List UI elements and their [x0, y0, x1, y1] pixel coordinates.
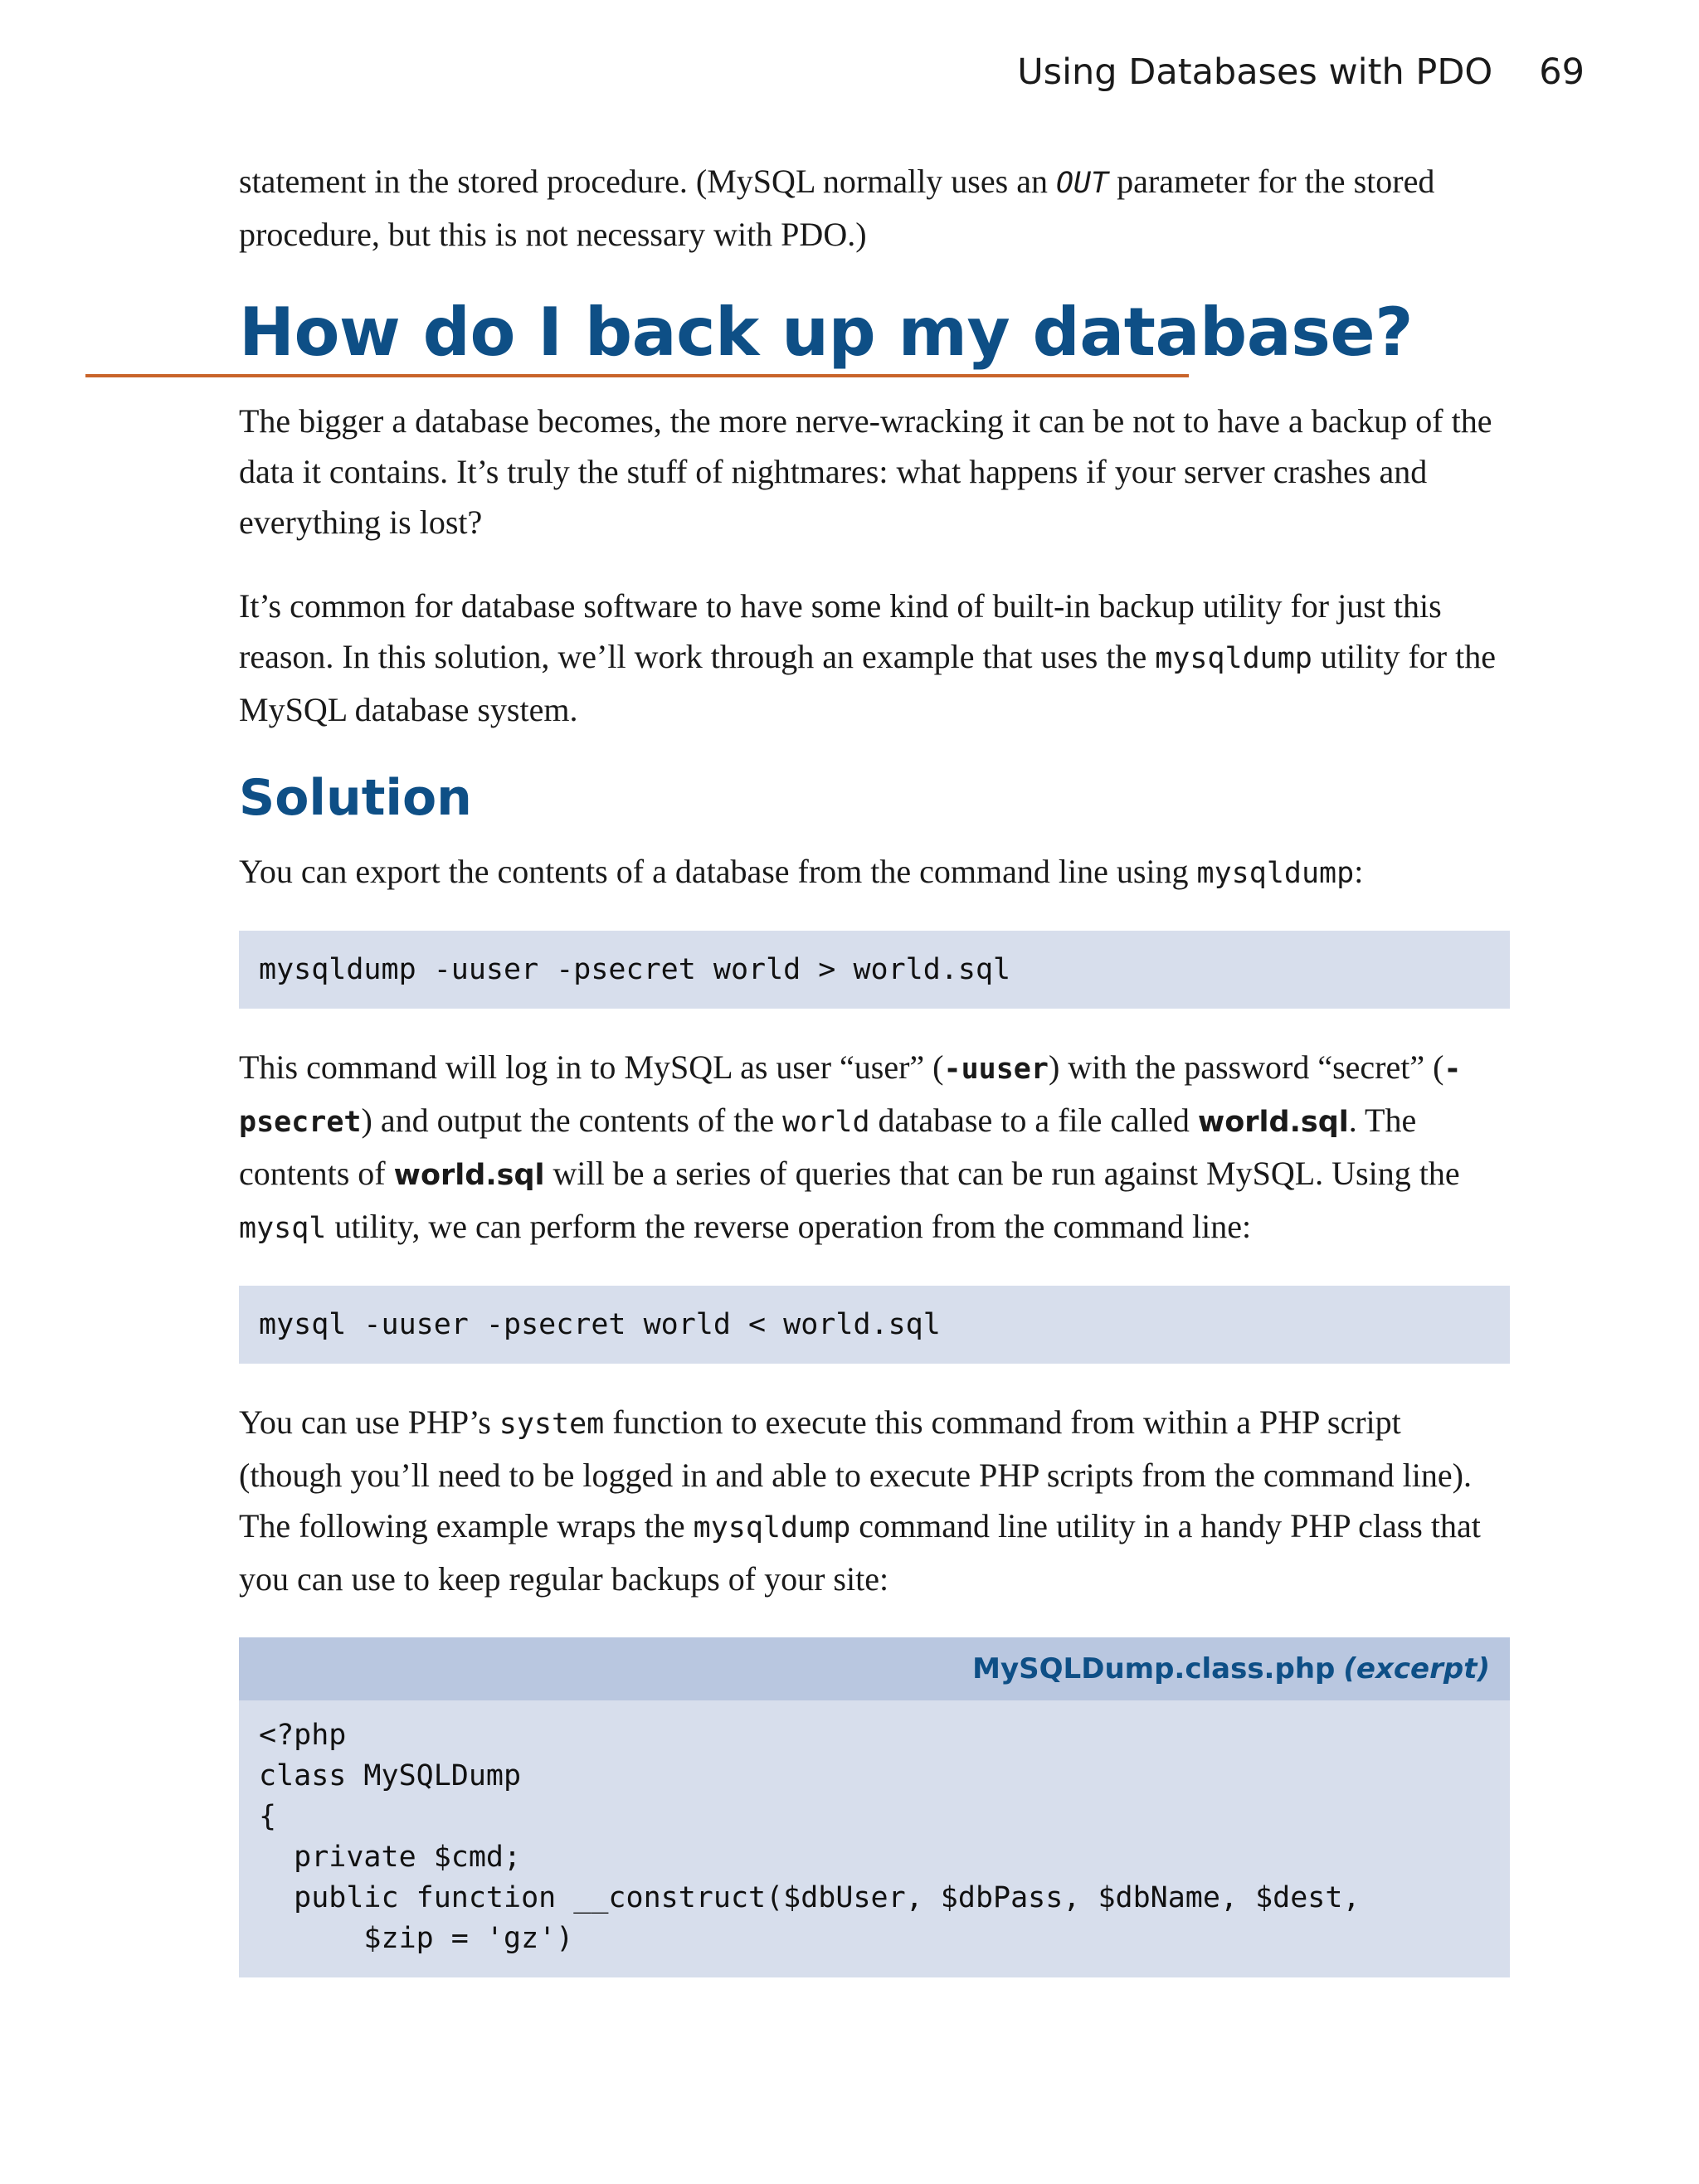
code-line: <?php	[259, 1719, 347, 1752]
inline-code-mysqldump: mysqldump	[1155, 642, 1312, 675]
paragraph-php-system: You can use PHP’s system function to execute this command from within a PHP script (though you’ll need to be logged in and able to execute PHP scripts from the command line). The following example wraps the mysqldump command line utility in a handy PHP class that you can use to keep regular backups of your site:	[239, 1403, 1481, 1598]
inline-code-mysqldump: mysqldump	[1196, 857, 1355, 890]
code-block-export: mysqldump -uuser -psecret world > world.sql	[239, 931, 1510, 1009]
filename-world-sql: world.sql	[1197, 1106, 1349, 1139]
heading-rule	[85, 374, 1189, 377]
inline-code-psecret: -psecret	[239, 1053, 1462, 1139]
inline-code-system: system	[499, 1408, 605, 1441]
running-head	[1017, 51, 1585, 93]
filename-world-sql: world.sql	[393, 1159, 545, 1192]
page-content	[239, 156, 1510, 1977]
inline-code-mysql: mysql	[239, 1212, 327, 1245]
code-line: public function __construct($dbUser, $dbPass, $dbName, $dest,	[259, 1881, 1361, 1914]
code-listing-body	[239, 1700, 1510, 1977]
solution-heading: Solution	[239, 769, 472, 827]
code-line: $zip = 'gz')	[259, 1922, 574, 1955]
code-line: {	[259, 1800, 277, 1833]
inline-code-world: world	[782, 1106, 870, 1139]
code-listing	[239, 1637, 1510, 1977]
paragraph-backup-intro: The bigger a database becomes, the more nerve-wracking it can be not to have a backup of the data it contains. It’s truly the stuff of nightmares: what happens if your server crashes and everything is lost?	[239, 402, 1492, 541]
paragraph-command-explanation: This command will log in to MySQL as user “user” (-uuser) with the password “secret” (-psecret) and output the contents of the world database to a file called world.sql. The contents of world.sql will be a series of queries that can be run against MySQL. Using the mysql utility, we can perform the reverse operation from the command line:	[239, 1048, 1462, 1245]
running-head-title: Using Databases with PDO	[1017, 51, 1493, 93]
page-number: 69	[1539, 51, 1585, 93]
section-heading: How do I back up my database?	[239, 294, 1414, 371]
inline-code-out: OUT	[1055, 167, 1109, 200]
inline-code-uuser: -uuser	[943, 1053, 1049, 1086]
code-listing-header	[239, 1637, 1510, 1700]
code-line: class MySQLDump	[259, 1759, 522, 1792]
code-line: private $cmd;	[259, 1841, 522, 1874]
code-block-import: mysql -uuser -psecret world < world.sql	[239, 1286, 1510, 1364]
listing-note: (excerpt)	[1343, 1652, 1490, 1685]
listing-filename: MySQLDump.class.php	[972, 1652, 1336, 1685]
paragraph-backup-utility: It’s common for database software to have some kind of built-in backup utility for just this reason. In this solution, we’ll work through an example that uses the mysqldump utility for the MySQL database system.	[239, 587, 1496, 728]
intro-paragraph: statement in the stored procedure. (MySQL normally uses an OUT parameter for the stored procedure, but this is not necessary with PDO.)	[239, 163, 1435, 253]
paragraph-export: You can export the contents of a database from the command line using mysqldump:	[239, 853, 1364, 890]
inline-code-mysqldump: mysqldump	[693, 1511, 851, 1544]
